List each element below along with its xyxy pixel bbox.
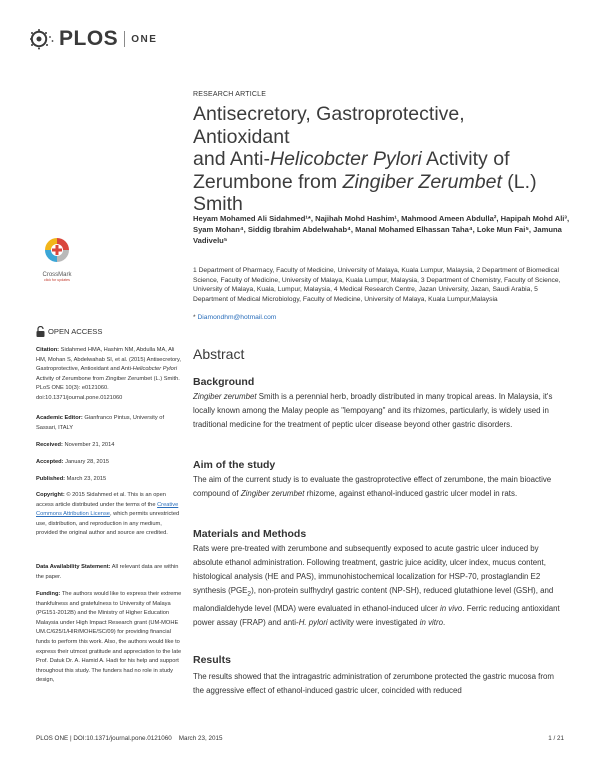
published-block [36,475,182,485]
methods-text [193,542,563,630]
title-text: Activity of [421,148,510,170]
journal-subname: ONE [131,33,158,45]
methods-body: . Ferric reducing antioxidant power assay (FRAP) and anti- [193,603,560,627]
crossmark-sublabel: click for updates [44,278,70,282]
open-access-label [36,326,102,337]
title-italic: Zingiber Zerumbet [342,170,502,193]
accepted-block [36,458,182,468]
received-block [36,441,182,451]
aim-body: rhizome, against ethanol-induced gastric ulcer model in rats. [304,489,518,498]
article-type: RESEARCH ARTICLE [193,91,267,98]
title-italic: Helicobcter Pylori [269,148,422,170]
affiliations: 1 Department of Pharmacy, Faculty of Medicine, University of Malaya, Kuala Lumpur, Malaysia, 2 Department of Biomedical Science, Faculty of Medicine, University of Malaya, Kuala Lumpur, Malaysia, 3 Department of Chemistry, Faculty of Science, University of Malaya, Kuala, Lumpur, Malaysia, 4 Medical Research Centre, Jazan University, Jazan, Saudi Arabia, 5 Department of Medical Microbiology, Faculty of Medicine, University of Malaya, Kuala Lumpur,Malaysia [193,267,561,303]
funding-block [36,590,182,686]
title-text: Zerumbone from [193,170,343,193]
crossmark-icon [34,236,80,266]
copyright-text: , which permits unrestricted use, distribution, and reproduction in any medium, provided the original author and source are credited. [36,511,180,537]
results-text: The results showed that the intragastric administration of zerumbone protected the gastric mucosa from the aggressive effect of ethanol-induced gastric ulcer, coincided with reduced [193,672,554,695]
citation-label: Citation: [36,347,60,353]
abstract-heading: Abstract [193,346,245,362]
published-date: March 23, 2015 [66,476,107,482]
received-date: November 21, 2014 [64,442,115,448]
title-line: Antisecretory, Gastroprotective, Antioxidant [193,103,465,148]
title-line: Smith [193,193,243,215]
open-lock-icon [36,326,45,337]
crossmark-badge[interactable] [34,236,80,282]
data-availability-text: All relevant data are within the paper. [36,564,179,580]
logo-divider [124,31,125,47]
background-italic: Zingiber zerumbet [193,392,257,401]
corresponding-author [193,314,276,321]
copyright-block [36,491,182,539]
citation-text: Sidahmed HMA, Hashim NM, Abdulla MA, Ali HM, Mohan S, Abdelwahab SI, et al. (2015) Antisecretory, Gastroprotective, Antioxidant and Anti- [36,347,181,373]
background-text [193,390,563,432]
methods-body: ), non-protein sulfhydryl gastric content (NP-SH), reduced glutathione level (GSH), and malondialdehyde level (MDA) were evaluated in ethanol-induced ulcer [193,586,554,613]
corresponding-symbol: * [193,314,196,321]
title-line [193,148,563,171]
methods-body: . [443,617,446,627]
journal-logo [30,28,157,50]
aim-text [193,473,563,501]
methods-italic: in vitro [419,617,444,627]
open-access-text: OPEN ACCESS [48,327,103,336]
methods-italic: H. pylori [298,617,328,627]
data-availability-block [36,563,182,582]
background-heading: Background [193,376,255,388]
funding-label: Funding: [36,591,61,597]
methods-subscript: 2 [247,590,252,598]
email-link[interactable]: Diamondhm@hotmail.com [197,314,277,321]
results-heading: Results [193,654,231,666]
journal-name: PLOS [59,27,119,50]
copyright-label: Copyright: [36,492,65,498]
methods-body: Rats were pre-treated with zerumbone and subsequently exposed to acute gastric ulcer induced by absolute ethanol administration. Following treatment, gastric juice acidity, ulcer index, mucus content, histological analysis (HE and PAS), immunohistochemical localization for HSP-70, prostaglandin E2 synthesis (PGE [193,544,546,595]
citation-block [36,346,182,404]
citation-italic: Helicobcter Pylori [132,366,178,373]
article-title [193,103,563,216]
citation-text: Activity of Zerumbone from Zingiber Zerumbet (L.) Smith. PLoS ONE 10(3): e0121060. doi:10.1371/journal.pone.0121060 [36,375,180,401]
title-line [193,171,563,194]
page-number: 1 / 21 [548,735,564,742]
aim-heading: Aim of the study [193,459,276,471]
methods-italic: in vivo [439,603,463,613]
accepted-date: January 28, 2015 [65,459,110,465]
page-footer: PLOS ONE | DOI:10.1371/journal.pone.0121060 March 23, 2015 [36,735,223,742]
crossmark-label: CrossMark [42,272,72,278]
methods-heading: Materials and Methods [193,528,307,540]
academic-editor-block [36,414,182,433]
received-label: Received: [36,442,63,448]
methods-body: activity were investigated [327,617,420,627]
published-label: Published: [36,476,66,482]
editor-text: Gianfranco Pintus, University of Sassari, ITALY [36,415,165,431]
data-availability-label: Data Availability Statement: [36,564,111,570]
title-text: (L.) [501,170,537,193]
aim-italic: Zingiber zerumbet [240,489,305,498]
author-list: Heyam Mohamed Ali Sidahmed¹*, Najihah Mohd Hashim¹, Mahmood Ameen Abdulla², Hapipah Mohd Ali³, Syam Mohan⁴, Siddig Ibrahim Abdelwahab⁴, Manal Mohamed Elhassan Taha⁴, Loke Mun Fai⁵, Jamuna Vadivelu⁵ [193,214,570,245]
aim-body: The aim of the current study is to evaluate the gastroprotective effect of zerumbone, the main bioactive compound of [193,475,552,498]
background-body: Smith is a perennial herb, broadly distributed in many tropical areas. In Malaysia, it's locally known among the Malay people as "lempoyang" and its rhizomes, particularly, is widely used in traditional medicine for the treatment of peptic ulcer disease beyond other gastric disorders. [193,392,553,429]
copyright-text: © 2015 Sidahmed et al. This is an open access article distributed under the terms of the [36,492,166,508]
title-text: and Anti- [193,148,270,170]
editor-label: Academic Editor: [36,415,83,421]
funding-text: The authors would like to express their extreme thankfulness and gratefulness to University of Malaya (PG151-2012B) and the Ministry of Higher Education Malaysia under High Impact Research grant (UM-MOHE UM.C/625/1/HIR/MOHE/SC/09) for providing financial funds to perform this work. Also, the authors would like to express their utmost gratitude and appreciation to the late Prof. Datuk Dr. A. Hamid A. Hadi for his help and support throughout this study. The funders had no role in study design, [36,591,182,684]
plos-logo-icon [30,28,56,50]
accepted-label: Accepted: [36,459,64,465]
license-link[interactable]: Creative Commons Attribution License [36,501,179,518]
